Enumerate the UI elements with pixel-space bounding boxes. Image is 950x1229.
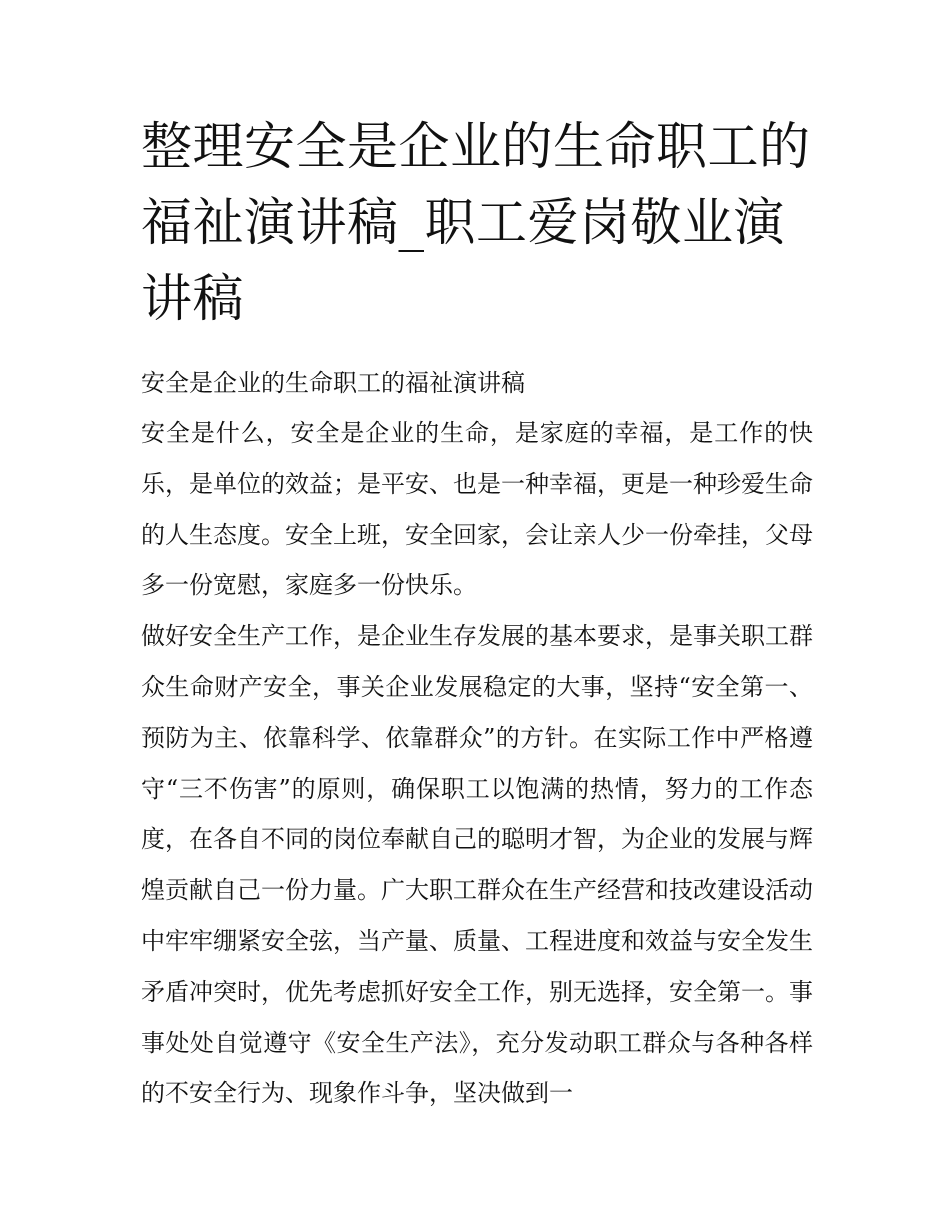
document-subtitle: 安全是企业的生命职工的福祉演讲稿	[141, 369, 525, 397]
document-page	[141, 110, 813, 1119]
paragraph-1: 安全是什么，安全是企业的生命，是家庭的幸福，是工作的快乐，是单位的效益；是平安、也是一种幸福，更是一种珍爱生命的人生态度。安全上班，安全回家，会让亲人少一份牵挂，父母多一份宽慰，家庭多一份快乐。	[141, 419, 813, 600]
document-title: 整理安全是企业的生命职工的福祉演讲稿_职工爱岗敬业演讲稿	[141, 118, 811, 329]
paragraph-2: 做好安全生产工作，是企业生存发展的基本要求，是事关职工群众生命财产安全，事关企业发展稳定的大事，坚持“安全第一、预防为主、依靠科学、依靠群众”的方针。在实际工作中严格遵守“三不伤害”的原则，确保职工以饱满的热情，努力的工作态度，在各自不同的岗位奉献自己的聪明才智，为企业的发展与辉煌贡献自己一份力量。广大职工群众在生产经营和技改建设活动中牢牢绷紧安全弦，当产量、质量、工程进度和效益与安全发生矛盾冲突时，优先考虑抓好安全工作，别无选择，安全第一。事事处处自觉遵守《安全生产法》，充分发动职工群众与各种各样的不安全行为、现象作斗争，坚决做到一	[141, 622, 813, 1108]
